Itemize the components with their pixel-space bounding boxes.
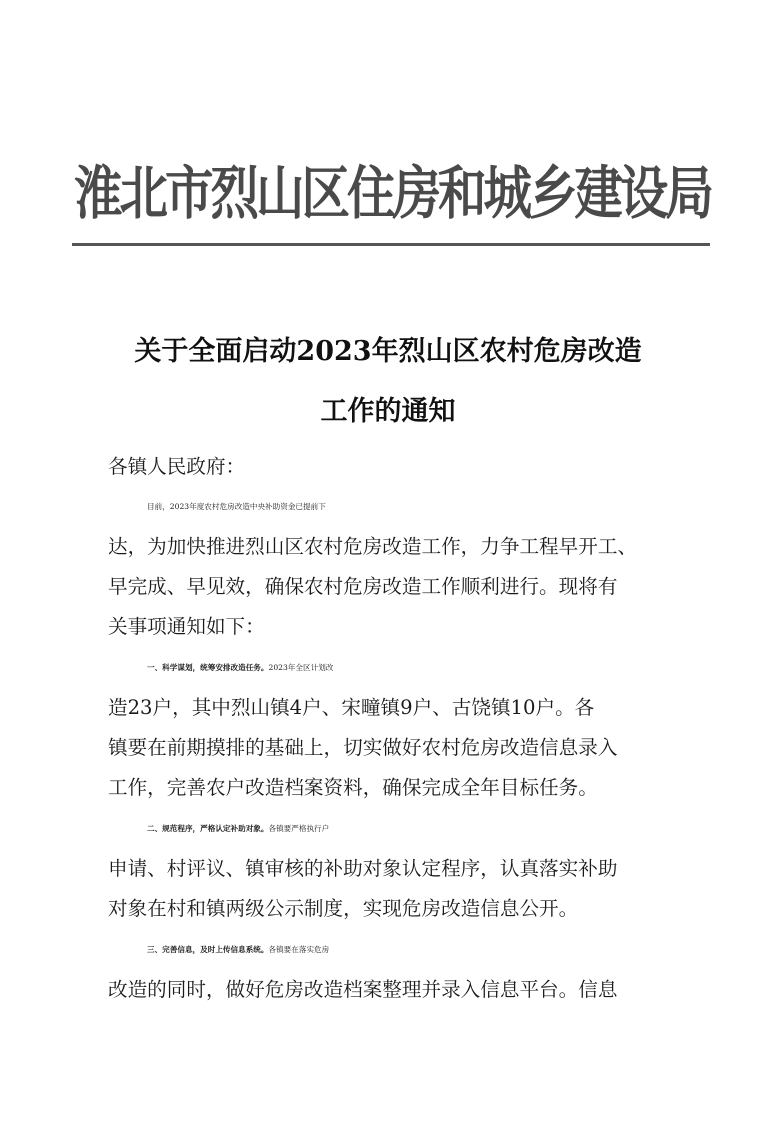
section-1-line-1 <box>147 654 707 682</box>
section-3-line-1-text: 各镇要在落实危房 <box>268 945 330 954</box>
section-1-line-1-text: 2023年全区计划改 <box>268 663 334 672</box>
section-2-line-1 <box>147 815 707 843</box>
intro-line-1: 目前，2023年度农村危房改造中央补助资金已提前下 <box>147 502 326 511</box>
section-2-line-3: 对象在村和镇两级公示制度，实现危房改造信息公开。 <box>108 897 579 920</box>
section-1-heading: 一、科学谋划，统筹安排改造任务。 <box>147 663 269 672</box>
section-1-line-3: 镇要在前期摸排的基础上，切实做好农村危房改造信息录入 <box>108 736 618 759</box>
intro-line-2: 达，为加快推进烈山区农村危房改造工作，力争工程早开工、 <box>108 535 638 558</box>
section-1-line-4: 工作，完善农户改造档案资料，确保完成全年目标任务。 <box>108 776 598 799</box>
section-1-line-2: 造23户，其中烈山镇4户、宋疃镇9户、古饶镇10户。各 <box>108 696 595 719</box>
salutation: 各镇人民政府： <box>108 455 246 478</box>
organization-header: 淮北市烈山区住房和城乡建设局 <box>74 160 712 228</box>
intro-line-4: 关事项通知如下： <box>108 615 265 638</box>
section-3-line-2: 改造的同时，做好危房改造档案整理并录入信息平台。信息 <box>108 978 618 1001</box>
section-3-heading: 三、完善信息，及时上传信息系统。 <box>147 945 269 954</box>
document-title-line-1: 关于全面启动2023年烈山区农村危房改造 <box>134 336 642 367</box>
section-2-line-1-text: 各镇要严格执行户 <box>268 824 330 833</box>
intro-line-3: 早完成、早见效，确保农村危房改造工作顺利进行。现将有 <box>108 575 618 598</box>
header-rule <box>72 243 710 246</box>
section-3-line-1 <box>147 936 707 964</box>
section-2-line-2: 申请、村评议、镇审核的补助对象认定程序，认真落实补助 <box>108 857 618 880</box>
document-title-line-2: 工作的通知 <box>320 396 456 427</box>
section-2-heading: 二、规范程序，严格认定补助对象。 <box>147 824 269 833</box>
